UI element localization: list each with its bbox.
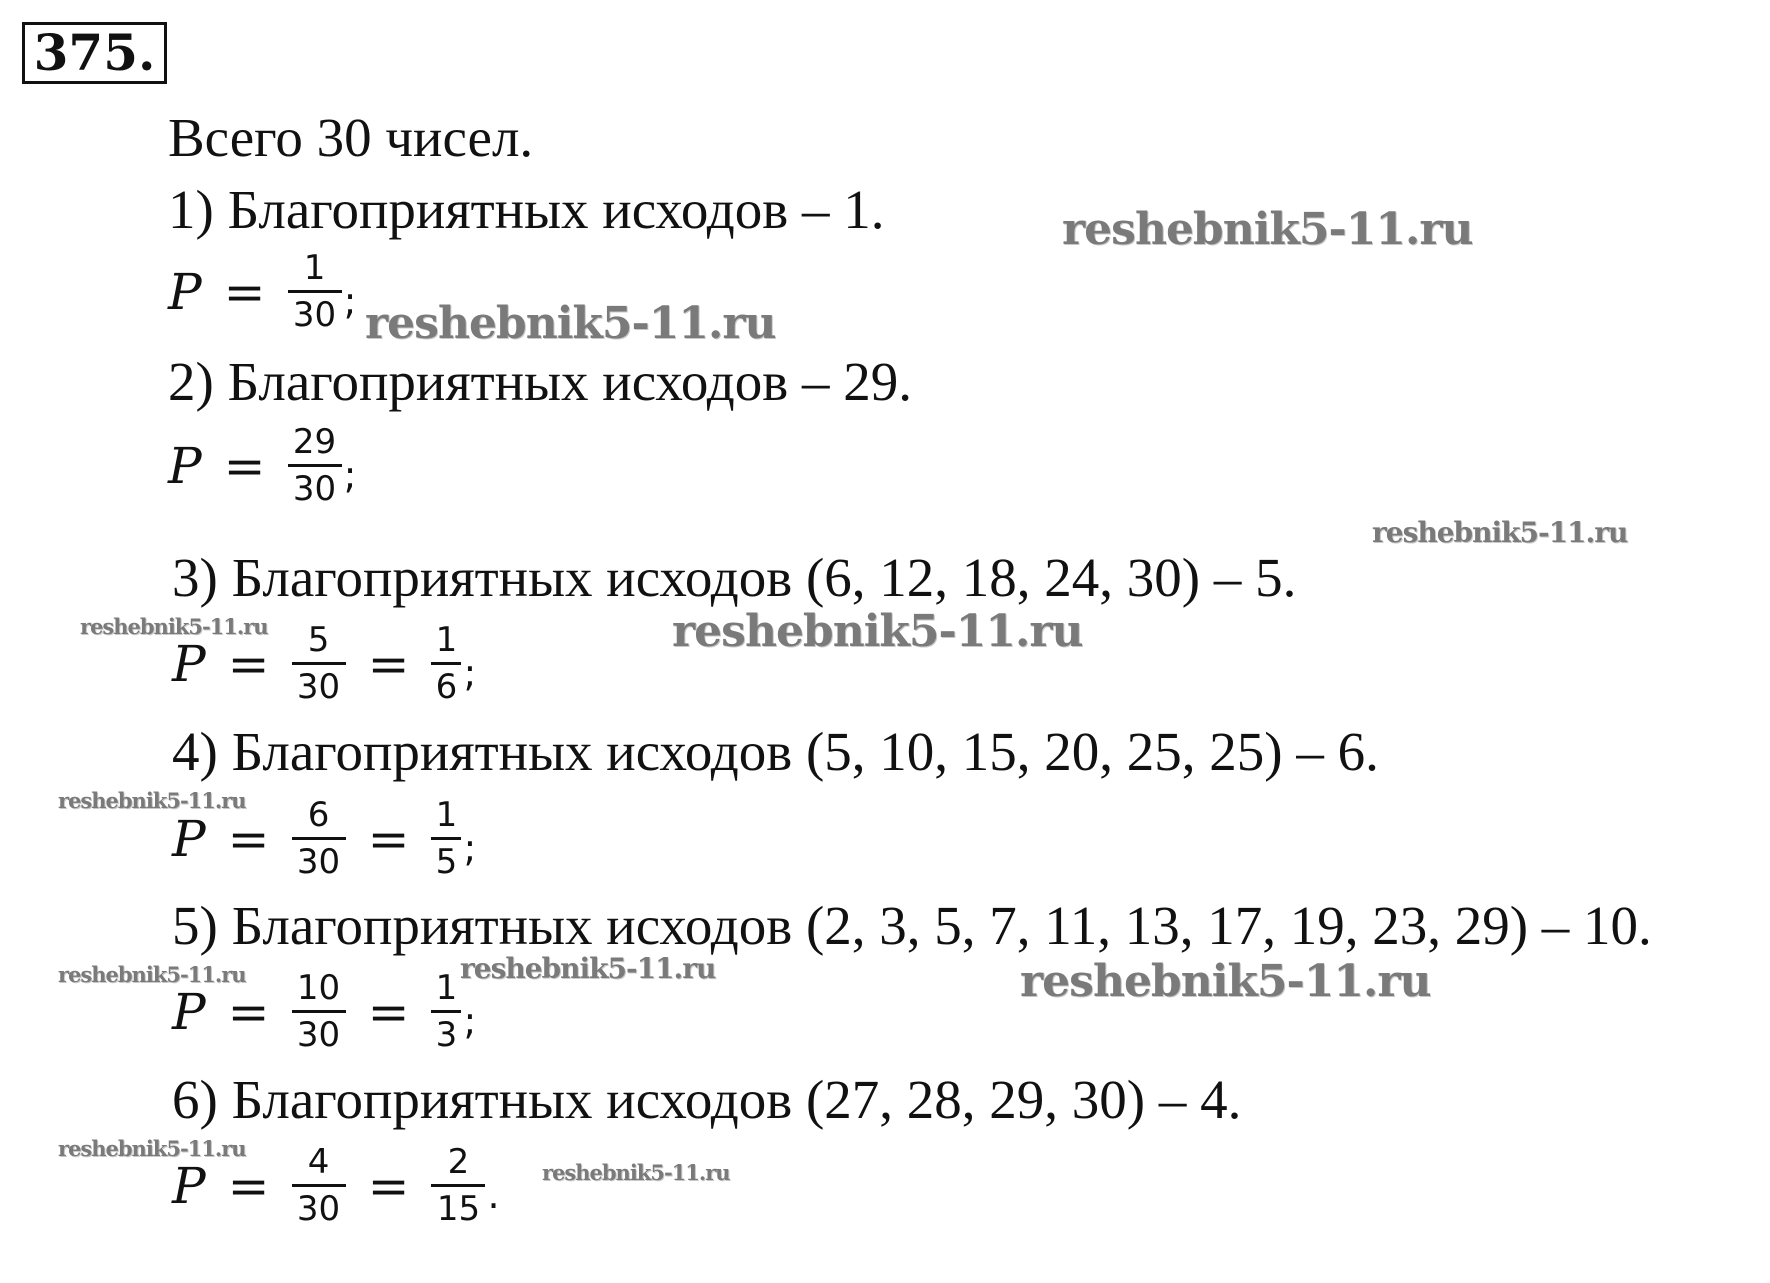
fraction (431, 1142, 485, 1229)
punctuation: ; (343, 453, 357, 497)
fraction (288, 422, 342, 509)
equals-sign: = (227, 982, 270, 1041)
equals-sign: = (223, 436, 266, 495)
equals-sign: = (223, 262, 266, 321)
probability-variable: P (172, 634, 206, 693)
item-1-formula (168, 248, 356, 335)
item-2-text: 2) Благоприятных исходов – 29. (168, 351, 912, 412)
punctuation: . (487, 1173, 500, 1217)
fraction (292, 795, 346, 882)
watermark: reshebnik5-11.ru (460, 952, 716, 985)
item-5-text: 5) Благоприятных исходов (2, 3, 5, 7, 11, 13, 17, 19, 23, 29) – 10. (172, 895, 1652, 956)
equals-sign: = (367, 982, 410, 1041)
fraction (431, 968, 461, 1055)
fraction-numerator: 10 (296, 968, 341, 1008)
fraction (288, 248, 342, 335)
equals-sign: = (367, 809, 410, 868)
equals-sign: = (367, 634, 410, 693)
fraction-numerator: 2 (447, 1142, 470, 1182)
fraction-numerator: 29 (292, 422, 337, 462)
punctuation: ; (343, 279, 357, 323)
fraction-numerator: 1 (435, 968, 458, 1008)
watermark: reshebnik5-11.ru (58, 962, 246, 987)
item-2-formula (168, 422, 356, 509)
watermark: reshebnik5-11.ru (58, 1136, 246, 1161)
fraction-denominator: 3 (431, 1010, 461, 1055)
equals-sign: = (367, 1156, 410, 1215)
fraction-denominator: 30 (292, 1010, 346, 1055)
fraction-numerator: 1 (435, 620, 458, 660)
equals-sign: = (227, 634, 270, 693)
fraction-denominator: 30 (292, 1184, 346, 1229)
punctuation: ; (463, 826, 477, 870)
item-3-text: 3) Благоприятных исходов (6, 12, 18, 24, 30) – 5. (172, 547, 1297, 608)
intro-text: Всего 30 чисел. (168, 107, 534, 168)
item-6-text: 6) Благоприятных исходов (27, 28, 29, 30) – 4. (172, 1069, 1242, 1130)
fraction (292, 1142, 346, 1229)
fraction-numerator: 1 (435, 795, 458, 835)
equals-sign: = (227, 1156, 270, 1215)
fraction-numerator: 4 (307, 1142, 330, 1182)
probability-variable: P (172, 809, 206, 868)
fraction-denominator: 30 (292, 837, 346, 882)
fraction (292, 620, 346, 707)
probability-variable: P (168, 262, 202, 321)
fraction-denominator: 30 (292, 662, 346, 707)
fraction-denominator: 5 (431, 837, 461, 882)
fraction-numerator: 6 (307, 795, 330, 835)
fraction-numerator: 5 (307, 620, 330, 660)
punctuation: ; (463, 999, 477, 1043)
fraction-denominator: 6 (431, 662, 461, 707)
watermark: reshebnik5-11.ru (542, 1160, 730, 1185)
watermark: reshebnik5-11.ru (672, 606, 1083, 657)
equals-sign: = (227, 809, 270, 868)
fraction (292, 968, 346, 1055)
watermark: reshebnik5-11.ru (365, 298, 776, 349)
fraction (431, 620, 461, 707)
probability-variable: P (172, 1156, 206, 1215)
fraction-numerator: 1 (303, 248, 326, 288)
watermark: reshebnik5-11.ru (1020, 956, 1431, 1007)
watermark: reshebnik5-11.ru (1372, 516, 1628, 549)
problem-number: 375. (22, 22, 167, 84)
fraction-denominator: 30 (288, 290, 342, 335)
fraction (431, 795, 461, 882)
probability-variable: P (172, 982, 206, 1041)
punctuation: ; (463, 651, 477, 695)
watermark: reshebnik5-11.ru (58, 788, 246, 813)
fraction-denominator: 30 (288, 464, 342, 509)
watermark: reshebnik5-11.ru (80, 614, 268, 639)
fraction-denominator: 15 (431, 1184, 485, 1229)
watermark: reshebnik5-11.ru (1062, 204, 1473, 255)
item-4-text: 4) Благоприятных исходов (5, 10, 15, 20, 25, 25) – 6. (172, 721, 1379, 782)
item-1-text: 1) Благоприятных исходов – 1. (168, 179, 885, 240)
probability-variable: P (168, 436, 202, 495)
